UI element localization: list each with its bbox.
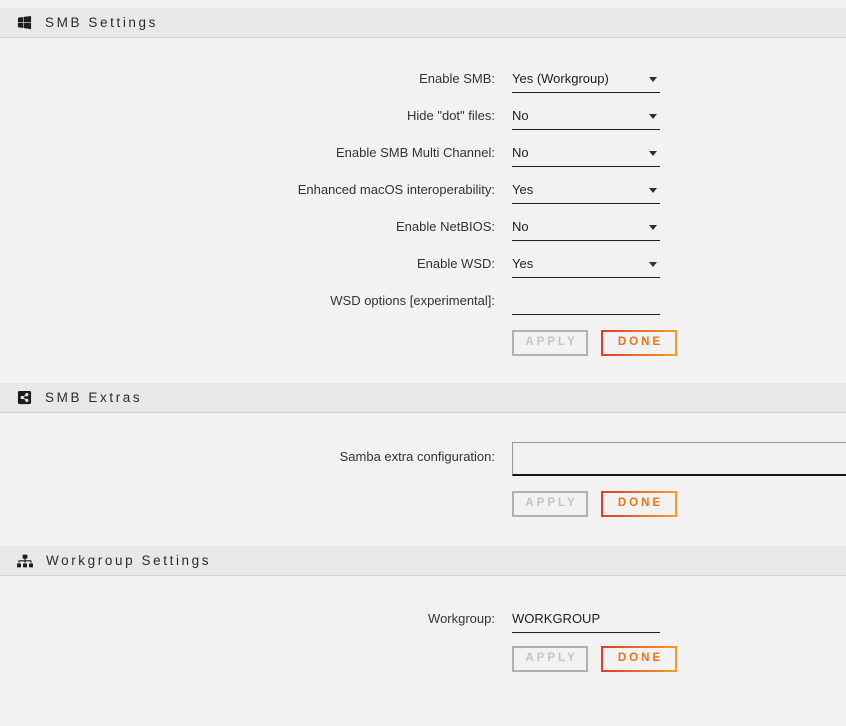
- section-smb-extras: [0, 383, 846, 538]
- field-label: Enable NetBIOS:: [396, 219, 495, 234]
- done-button[interactable]: DONE: [601, 491, 677, 517]
- windows-icon: [17, 15, 32, 30]
- macos-interoperability-select[interactable]: [512, 182, 660, 204]
- share-square-icon: [17, 390, 32, 405]
- enable-netbios-select[interactable]: [512, 219, 660, 241]
- field-label: Enhanced macOS interoperability:: [297, 182, 495, 197]
- form-row: [0, 71, 846, 93]
- button-row: [512, 646, 846, 672]
- chevron-down-icon: [649, 188, 657, 193]
- form-row: [0, 182, 846, 204]
- field-label: Workgroup:: [428, 611, 495, 626]
- form-row: [0, 145, 846, 167]
- section-body: [0, 576, 846, 672]
- form-row: [0, 108, 846, 130]
- field-label: WSD options [experimental]:: [330, 293, 495, 308]
- chevron-down-icon: [649, 225, 657, 230]
- done-button[interactable]: DONE: [601, 646, 677, 672]
- select-value: No: [512, 108, 529, 123]
- sitemap-icon: [17, 554, 33, 568]
- select-value: No: [512, 145, 529, 160]
- section-body: [0, 413, 846, 538]
- hide-dot-files-select[interactable]: [512, 108, 660, 130]
- select-value: Yes: [512, 182, 534, 197]
- select-value: Yes: [512, 256, 534, 271]
- chevron-down-icon: [649, 77, 657, 82]
- select-value: No: [512, 219, 529, 234]
- form-row: [0, 442, 846, 476]
- field-label: Enable SMB:: [419, 71, 495, 86]
- chevron-down-icon: [649, 151, 657, 156]
- form-row: [0, 256, 846, 278]
- wsd-options-input[interactable]: [512, 293, 660, 315]
- section-header: [0, 8, 846, 38]
- chevron-down-icon: [649, 262, 657, 267]
- field-label: Enable SMB Multi Channel:: [336, 145, 495, 160]
- field-control: [512, 611, 660, 633]
- form-row: [0, 293, 846, 315]
- section-title: SMB Extras: [45, 390, 143, 405]
- field-control: [512, 293, 660, 315]
- button-row: [512, 491, 846, 517]
- section-workgroup-settings: [0, 546, 846, 672]
- section-title: Workgroup Settings: [46, 553, 212, 568]
- chevron-down-icon: [649, 114, 657, 119]
- apply-button[interactable]: APPLY: [512, 330, 588, 356]
- done-button[interactable]: DONE: [601, 330, 677, 356]
- enable-smb-select[interactable]: [512, 71, 660, 93]
- section-title: SMB Settings: [45, 15, 158, 30]
- section-smb-settings: [0, 8, 846, 375]
- button-row: [512, 330, 846, 356]
- form-row: [0, 611, 846, 633]
- field-label: Enable WSD:: [416, 256, 495, 271]
- form-row: [0, 219, 846, 241]
- settings-page: [0, 8, 846, 672]
- apply-button[interactable]: APPLY: [512, 491, 588, 517]
- section-body: [0, 38, 846, 375]
- field-label: Hide "dot" files:: [407, 108, 495, 123]
- select-value: Yes (Workgroup): [512, 71, 609, 86]
- workgroup-input[interactable]: [512, 611, 660, 633]
- section-header: [0, 546, 846, 576]
- smb-multi-channel-select[interactable]: [512, 145, 660, 167]
- samba-extra-configuration-textarea[interactable]: [512, 442, 846, 476]
- enable-wsd-select[interactable]: [512, 256, 660, 278]
- field-label: Samba extra configuration:: [339, 449, 495, 464]
- apply-button[interactable]: APPLY: [512, 646, 588, 672]
- section-header: [0, 383, 846, 413]
